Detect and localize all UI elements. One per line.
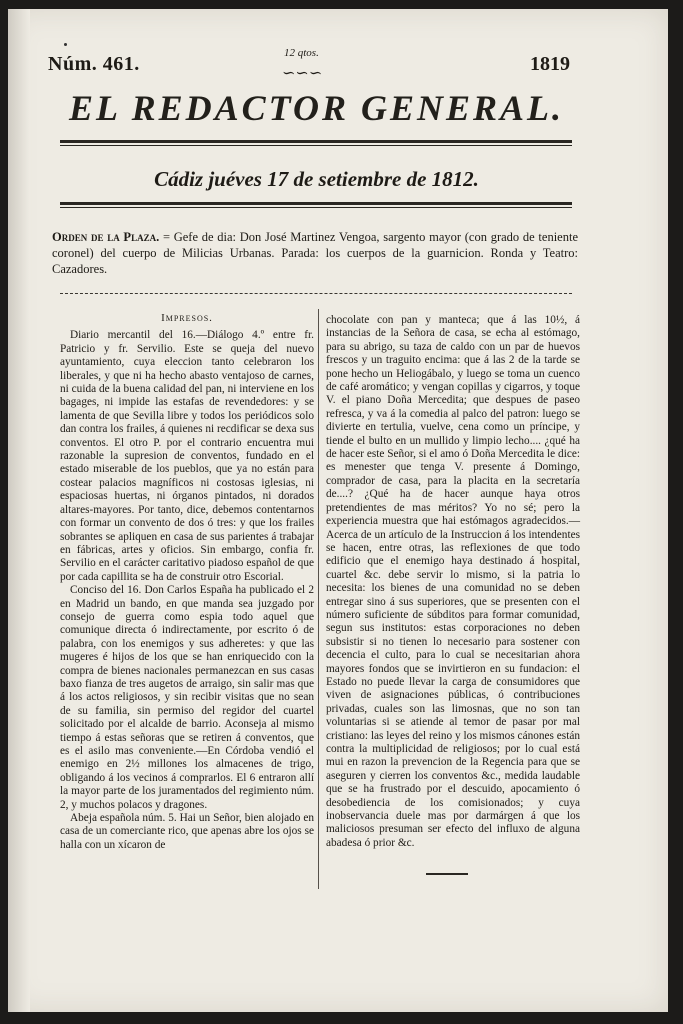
newspaper-page: [8, 9, 668, 1012]
paragraph-conciso: Conciso del 16. Don Carlos España ha publicado el 2 en Madrid un bando, en que manda sea juzgado por consejo de guerra como espia todo aquel que comunique directa ó indirectamente, por escrito ó de palabra, con los enemigos y sus adheretes: y que las mugeres é hijos de los que se han enriquecido con la compra de bienes nacionales permanezcan en sus casas baxo fianza de tres augetos de arraigo, sin salir mas que á los actos religiosos, y sin recibir visitas que no sean de su familia, sin permiso del regidor del cuartel solicitado por el alcalde de barrio. Aconseja al mismo tiempo á estas señoras que se retiren á conventos, que es el asilo mas conveniente.—En Córdoba vendió el enemigo en 2½ millones los almacenes de trigo, obligando á los vecinos á comprarlos. El 6 entraron allí la mayor parte de los juramentados del regimiento núm. 2, y muchos polacos y dragones.: [60, 584, 314, 811]
orden-label: Orden de la Plaza.: [52, 230, 160, 244]
flourish-ornament: ∽∽∽: [282, 65, 323, 82]
dateline-rule-thin: [60, 207, 572, 208]
section-separator: [60, 293, 572, 294]
end-rule: [426, 873, 468, 875]
title-rule-thin: [60, 145, 572, 146]
impresos-heading: Impresos.: [161, 312, 213, 324]
right-column: [326, 314, 580, 850]
issue-year: 1819: [530, 53, 570, 75]
issue-number: Núm. 461.: [48, 53, 140, 75]
ink-dot: [64, 43, 67, 46]
masthead-top-line: [8, 47, 668, 83]
left-column: [60, 312, 314, 852]
orden-de-la-plaza: [52, 229, 578, 277]
binding-gutter: [8, 9, 30, 1012]
newspaper-title: EL REDACTOR GENERAL.: [68, 88, 565, 128]
paragraph-abeja-espanola: Abeja española núm. 5. Hai un Señor, bien alojado en casa de un comerciante rico, que apenas abre los ojos se halla con un xícaron de: [60, 812, 314, 851]
dateline-rule-thick: [60, 202, 572, 205]
dateline: Cádiz juéves 17 de setiembre de 1812.: [154, 167, 479, 191]
orden-text: = Gefe de dia: Don José Martinez Vengoa, sargento mayor (con grado de teniente coronel) del cuerpo de Milicias Urbanas. Parada: los cuerpos de la guarnicion. Ronda y Teatro: Cazadores.: [52, 230, 578, 276]
paragraph-diario-mercantil: Diario mercantil del 16.—Diálogo 4.º entre fr. Patricio y fr. Servilio. Este se queja del nuevo ayuntamiento, cuya eleccion tanto celebraron los liberales, y que ni ha hecho abasto ventajoso de carnes, ni cuida de la buena calidad del pan, ni interviene en los bagages, ni impide las estafas de revendedores: y se lamenta de que Sevilla libre y todos los periódicos solo dan contra los frailes, á quienes ni recdificar se dexa sus conventos. El otro P. por el contrario encuentra mui razonable la supresion de conventos, fundado en el estado miserable de los pueblos, que ya no están para costear palacios magníficos ni costosas iglesias, ni espaciosas huertas, ni órganos pintados, ni dorados altares-mayores. Por tanto, dice, debemos contentarnos con formar un convento de dos ó tres: y que los frailes sobrantes se apliquen en casa de sus parientes á trabajar en fábricas, artes y oficios. Sin embargo, confia fr. Servilio en el carácter caritativo piadoso español de que por cada capillita se ha de construir otro Escorial.: [60, 329, 314, 583]
column-divider: [318, 309, 319, 889]
title-rule-thick: [60, 140, 572, 143]
paragraph-continuation: chocolate con pan y manteca; que á las 10½, á instancias de la Señora de casa, se echa al estómago, para su abrigo, su taza de caldo con un par de huevos frescos y un traguito encima: que á las 2 de la tarde se pone hecho un Heliogábalo, y luego se toma un cuenco de café aromático; y vengan copillas y cigarros, y toque V. el piano Doña Mercedita; que despues de paseo refresca, y va á la comedia al palco del patron: luego se divierte en tertulia, vuelve, cena como un príncipe, y tiende el bulto en un mullido y limpio lecho.... ¿qué ha de hacer este Señor, si el amo ó Doña Mercedita le dice: es menester que tenga V. presente á Domingo, comprador de casa, para la placita en la secretaría de....? ¿Qué ha de hacer aunque haya otros pretendientes de mas méritos? Yo no sé; pero la experiencia muestra que hai estómagos agradecidos.—Acerca de un artículo de la Instruccion á los intendentes se hacen, entre otras, las reflexiones de que todo edificio que el enemigo haya destinado á hospital, cuartel &c. debe servir lo mismo, si la patria lo necesita: los bienes de una comunidad no se deben entregar sino á sus superiores, que se presenten con el número suficiente de súbditos para formar comunidad, segun sus institutos: estas corporaciones no deben subsistir si no tienen lo necesario para sostener con decencia el culto, para lo cual se necesitarian ahora mayores fondos que se invirtieron en su fundacion: el Estado no puede llevar la carga de consumidores que viven de asignaciones públicas, ó contribuciones privadas, cuales son las limosnas, que no son tan voluntarias si se atiende al temor de pasar por mal cristiano: las leyes del reino y los mismos cánones están contra la multiplicidad de religiosos; por lo cual está mui en razon la prevencion de la Regencia para que se aseguren y cierren los conventos &c., medida laudable que se ha frustrado por el descuido, apocamiento ó desobediencia de los comisionados; y cuya inobservancia duele mas por darmárgen á que los maliciosos presuman ser efecto del influxo de alguna abadesa ó prior &c.: [326, 314, 580, 849]
issue-price: 12 qtos.: [284, 47, 319, 59]
